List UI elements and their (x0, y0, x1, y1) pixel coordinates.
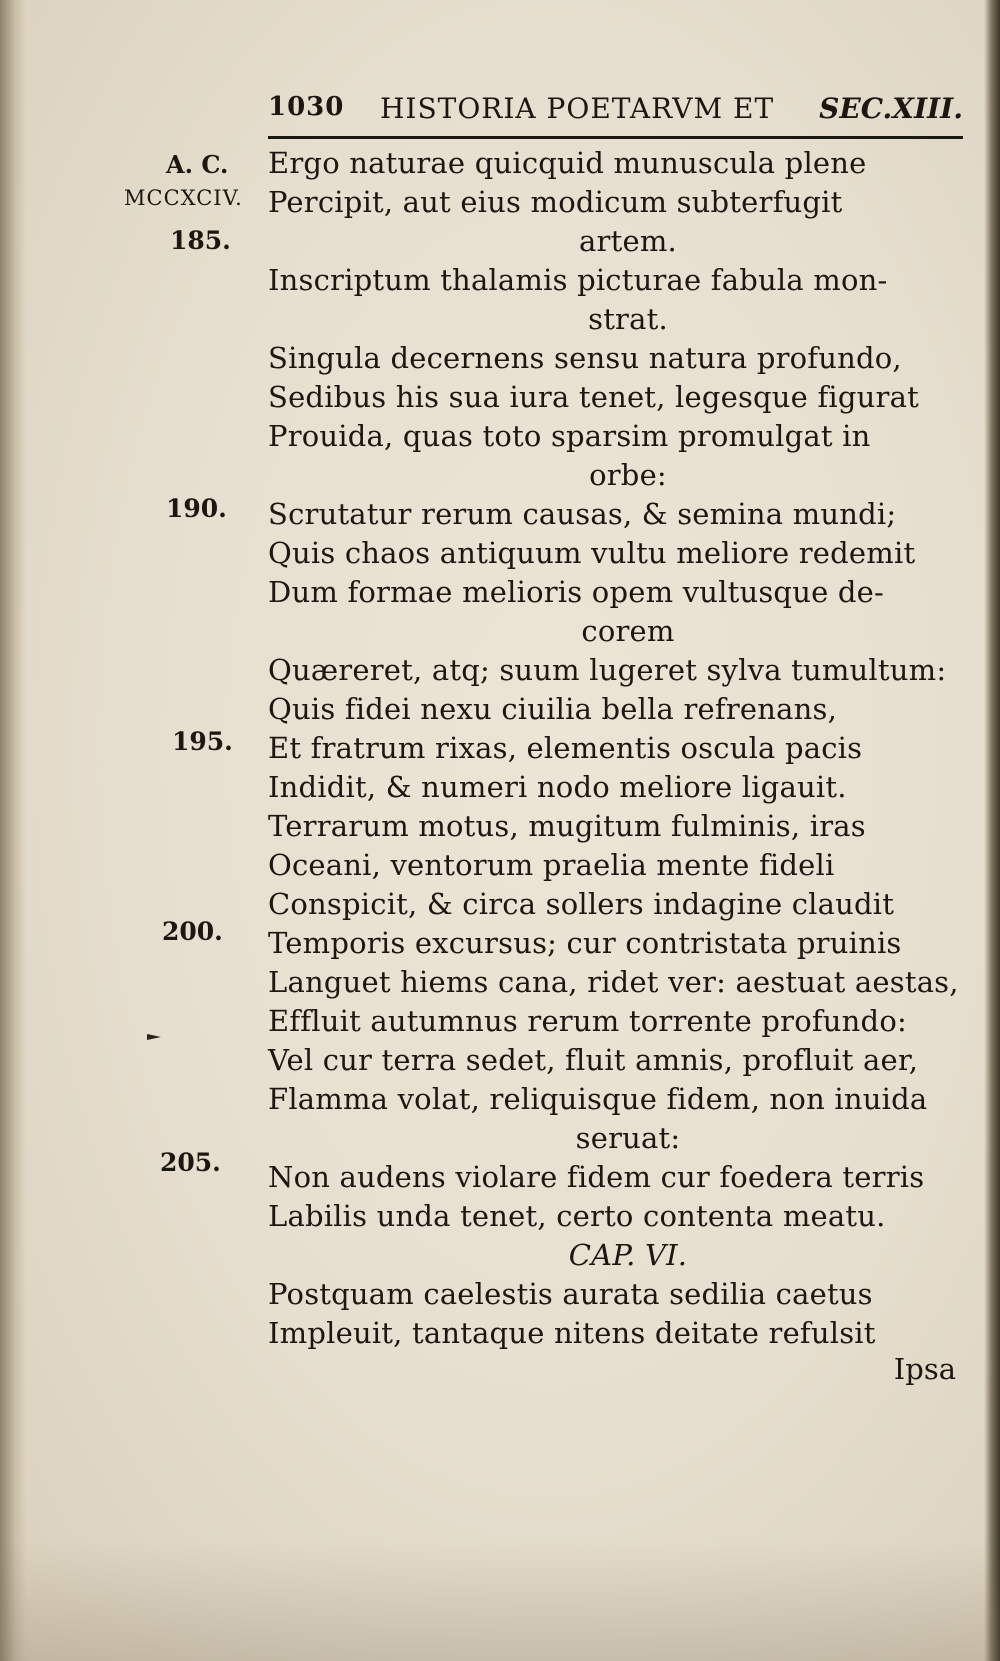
poem-line: Non audens violare fidem cur foedera terris (268, 1160, 925, 1194)
margin-year: MCCXCIV. (124, 186, 243, 210)
poem-line: Et fratrum rixas, elementis oscula pacis (268, 731, 863, 765)
margin-line-number: 190. (166, 494, 227, 523)
poem-line: Languet hiems cana, ridet ver: aestuat aestas, (268, 965, 959, 999)
poem-line-continuation: seruat: (575, 1121, 681, 1155)
poem-line-continuation: orbe: (589, 458, 667, 492)
poem-line: Quæreret, atq; suum lugeret sylva tumultum: (268, 653, 947, 687)
poem-line: Postquam caelestis aurata sedilia caetus (268, 1277, 873, 1311)
poem-line-continuation: corem (581, 614, 675, 648)
margin-line-number: 195. (172, 727, 233, 756)
poem-line: Sedibus his sua iura tenet, legesque figurat (268, 380, 919, 414)
catchword: Ipsa (893, 1352, 956, 1386)
section-mark: SEC.XIII. (819, 92, 963, 125)
poem-line-continuation: artem. (579, 224, 677, 258)
poem-line: Scrutatur rerum causas, & semina mundi; (268, 497, 897, 531)
chapter-heading: CAP. VI. (568, 1238, 688, 1272)
poem-line: Impleuit, tantaque nitens deitate refulsit (268, 1316, 876, 1350)
margin-line-number: 205. (160, 1148, 221, 1177)
running-title: HISTORIA POETARVM ET (380, 92, 775, 125)
poem-line: Dum formae melioris opem vultusque de- (268, 575, 884, 609)
page-edge-shadow (984, 0, 1000, 1661)
poem-line: Quis chaos antiquum vultu meliore redemit (268, 536, 916, 570)
margin-pointer-icon (147, 1033, 167, 1041)
poem-line: Percipit, aut eius modicum subterfugit (268, 185, 843, 219)
poem-line: Oceani, ventorum praelia mente fideli (268, 848, 835, 882)
poem-line: Quis fidei nexu ciuilia bella refrenans, (268, 692, 837, 726)
poem-line: Terrarum motus, mugitum fulminis, iras (268, 809, 866, 843)
poem-line: Indidit, & numeri nodo meliore ligauit. (268, 770, 847, 804)
margin-anno-label: A. C. (166, 150, 229, 179)
margin-line-number: 185. (170, 226, 231, 255)
poem-line: Temporis excursus; cur contristata pruinis (268, 926, 902, 960)
running-header (268, 88, 963, 134)
poem-line: Effluit autumnus rerum torrente profundo: (268, 1004, 907, 1038)
poem-line: Flamma volat, reliquisque fidem, non inuida (268, 1082, 928, 1116)
page-number: 1030 (268, 92, 345, 122)
poem-line: Vel cur terra sedet, fluit amnis, profluit aer, (268, 1043, 919, 1077)
poem-line: Singula decernens sensu natura profundo, (268, 341, 902, 375)
poem-line: Prouida, quas toto sparsim promulgat in (268, 419, 871, 453)
poem-line: Conspicit, & circa sollers indagine claudit (268, 887, 895, 921)
page-gutter-shadow (0, 0, 26, 1661)
poem-line: Inscriptum thalamis picturae fabula mon- (268, 263, 888, 297)
margin-line-number: 200. (162, 917, 223, 946)
page-foot-shade (0, 1541, 1000, 1661)
poem-line: Ergo naturae quicquid munuscula plene (268, 146, 867, 180)
header-rule (268, 136, 963, 139)
poem-line: Labilis unda tenet, certo contenta meatu. (268, 1199, 886, 1233)
poem-text-block (268, 144, 968, 1353)
poem-line-continuation: strat. (588, 302, 668, 336)
